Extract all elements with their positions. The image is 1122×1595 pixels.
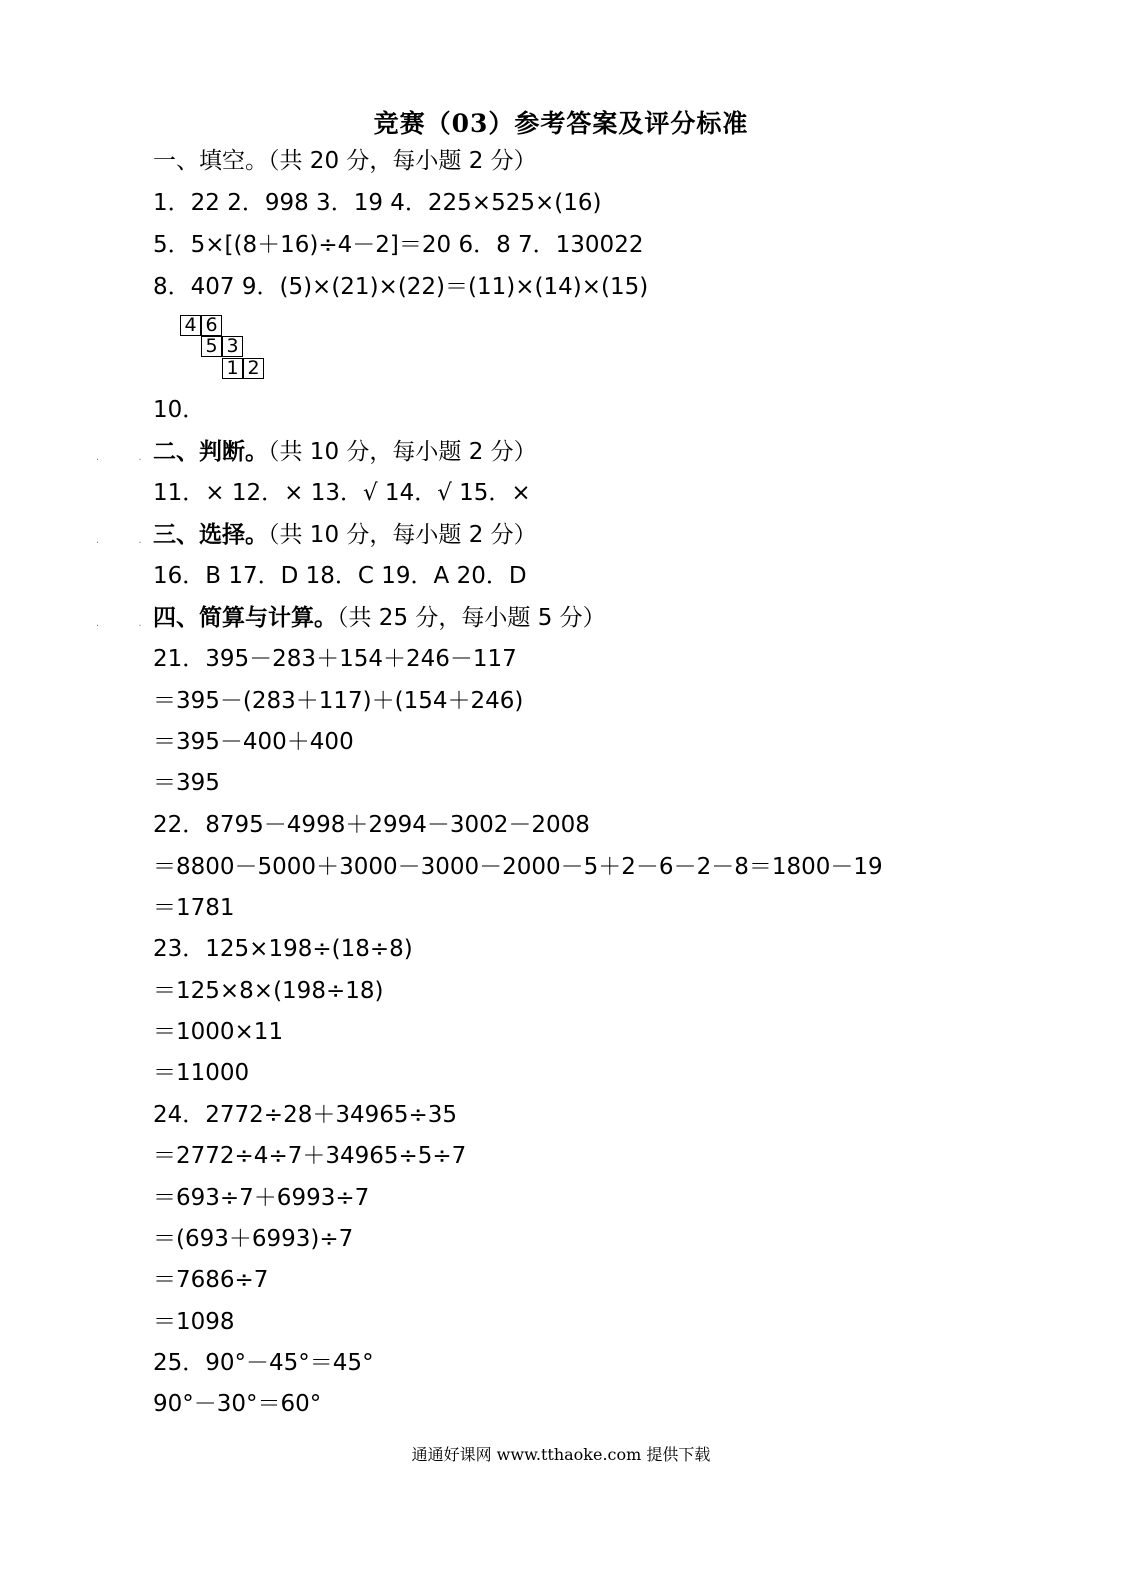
section-heading-note: （共 10 分，每小题 2 分） (268, 522, 537, 548)
grid-cell: 6 (201, 315, 222, 336)
answer-line: 5．5×[(8＋16)÷4－2]＝20 6．8 7．130022 (153, 232, 644, 258)
calc-line: ＝11000 (153, 1060, 250, 1086)
calc-line: ＝395－(283＋117)＋(154＋246) (153, 688, 524, 714)
section-heading-judge (153, 438, 537, 466)
grid-cell: 4 (180, 315, 201, 336)
calc-line: ＝2772÷4÷7＋34965÷5÷7 (153, 1143, 467, 1169)
margin-dots: . . (96, 452, 160, 463)
calc-line: ＝8800－5000＋3000－3000－2000－5＋2－6－2－8＝1800－19 (153, 854, 883, 880)
calc-line: 23．125×198÷(18÷8) (153, 936, 413, 962)
calc-line: ＝7686÷7 (153, 1267, 269, 1293)
number-grid-figure (180, 315, 270, 381)
question-number: 10． (153, 397, 206, 423)
grid-cell: 3 (222, 336, 243, 357)
calc-line: ＝1098 (153, 1309, 235, 1335)
calc-line: ＝1781 (153, 895, 235, 921)
grid-cell: 2 (243, 358, 264, 379)
grid-cell: 1 (222, 358, 243, 379)
page-title: 竞赛（03）参考答案及评分标准 (373, 109, 749, 138)
answer-line: 11．× 12．× 13．√ 14．√ 15．× (153, 480, 531, 506)
section-heading-note: （共 25 分，每小题 5 分） (337, 605, 606, 631)
footer-source: 通通好课网 www.tthaoke.com 提供下载 (411, 1445, 711, 1464)
margin-dots: . . (96, 618, 160, 629)
margin-dots: . . (96, 535, 160, 546)
calc-line: 25．90°－45°＝45° (153, 1350, 374, 1376)
section-heading-choice (153, 521, 537, 549)
calc-line: ＝(693＋6993)÷7 (153, 1226, 354, 1252)
calc-line: ＝693÷7＋6993÷7 (153, 1185, 370, 1211)
calc-line: ＝125×8×(198÷18) (153, 978, 384, 1004)
calc-line: ＝1000×11 (153, 1019, 284, 1045)
answer-line: 8．407 9．(5)×(21)×(22)＝(11)×(14)×(15) (153, 274, 649, 300)
grid-cell: 5 (201, 336, 222, 357)
section-heading-bold: 二、判断。 (153, 439, 268, 465)
answer-line: 1．22 2．998 3．19 4．225×525×(16) (153, 190, 602, 216)
calc-line: 22．8795－4998＋2994－3002－2008 (153, 812, 590, 838)
calc-line: 90°－30°＝60° (153, 1391, 322, 1417)
section-heading-fill: 一、填空。（共 20 分，每小题 2 分） (153, 148, 537, 174)
section-heading-bold: 四、简算与计算。 (153, 605, 337, 631)
section-heading-calc (153, 604, 606, 632)
calc-line: 21．395－283＋154＋246－117 (153, 646, 517, 672)
section-heading-bold: 三、选择。 (153, 522, 268, 548)
section-heading-note: （共 10 分，每小题 2 分） (268, 439, 537, 465)
calc-line: 24．2772÷28＋34965÷35 (153, 1102, 458, 1128)
calc-line: ＝395 (153, 770, 220, 796)
answer-line: 16．B 17．D 18．C 19．A 20．D (153, 563, 527, 589)
calc-line: ＝395－400＋400 (153, 729, 354, 755)
